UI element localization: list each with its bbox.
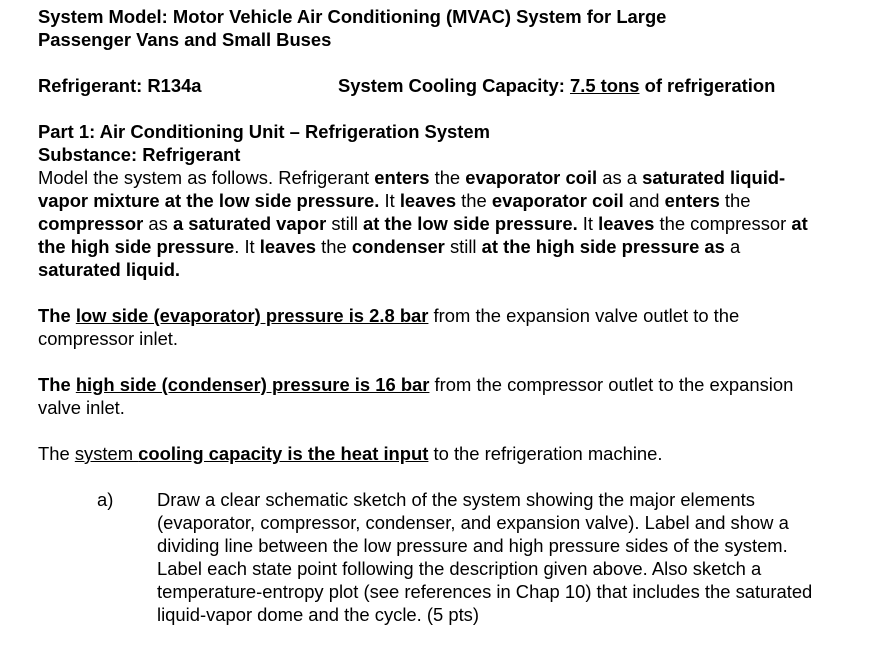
model-text-segment: at the high side pressure as [481,236,725,257]
model-text-segment: leaves [259,236,317,257]
low-side-lead: The [38,305,76,326]
model-text-segment: saturated liquid. [38,259,181,280]
model-text-segment: at the high side pressure [38,213,808,257]
model-description [38,166,828,281]
model-text-segment: a [724,236,741,257]
cooling-capacity-label [338,74,775,97]
high-side-emphasis: high side (condenser) pressure is 16 bar [75,374,430,395]
spacer [38,465,868,488]
low-side-pressure [38,304,828,350]
model-text-segment: evaporator coil [491,190,624,211]
item-a-text: Draw a clear schematic sketch of the system showing the major elements (evaporator, compressor, condenser, and expansion valve). Label and show a dividing line between the low pressure and high pressure sides of the system. Label each state point following the description given above. Also sketch a temperature-entropy plot (see references in Chap 10) that includes the saturated liquid-vapor dome and the cycle. (5 pts) [157,489,813,625]
model-text-segment: condenser [351,236,445,257]
model-text-segment: the [719,190,751,211]
high-side-lead: The [38,374,76,395]
model-text-segment: leaves [399,190,457,211]
document-page [38,5,868,626]
capacity-note-lead: The [38,443,75,464]
model-text-segment: . It [234,236,260,257]
model-text-segment: It [577,213,599,234]
model-text-segment: a saturated vapor [172,213,327,234]
capacity-note-underlined: system [74,443,139,464]
model-text-segment: the compressor [654,213,792,234]
model-text-segment: Model the system as follows. Refrigerant [38,167,375,188]
cooling-capacity-note [38,442,868,465]
model-text-segment: saturated liquid-vapor mixture at the low side pressure. [38,167,786,211]
spacer [38,350,868,373]
capacity-note-emphasis: cooling capacity is the heat input [138,443,429,464]
model-text-segment: as a [597,167,643,188]
model-text-segment: It [379,190,400,211]
spacer [38,97,868,120]
model-text-segment: enters [664,190,720,211]
part1-heading: Part 1: Air Conditioning Unit – Refrigeration System [38,121,490,142]
model-text-segment: compressor [38,213,144,234]
cooling-capacity-prefix: System Cooling Capacity: [338,75,570,96]
high-side-pressure [38,373,828,419]
spacer [38,419,868,442]
capacity-note-rest: to the refrigeration machine. [428,443,663,464]
high-side-rest: from the compressor outlet to the expansion valve inlet. [38,374,794,418]
item-marker: a) [97,489,114,510]
cooling-capacity-value: 7.5 tons [569,75,640,96]
model-text-segment: still [326,213,364,234]
model-text-segment: at the low side pressure. [363,213,578,234]
model-text-segment: the [456,190,492,211]
model-text-segment: the [316,236,352,257]
low-side-rest: from the expansion valve outlet to the compressor inlet. [38,305,740,349]
model-text-segment: evaporator coil [465,167,598,188]
refrigerant-capacity-row [38,74,868,97]
model-text-segment: enters [374,167,430,188]
model-text-segment: the [429,167,466,188]
substance-line: Substance: Refrigerant [38,144,241,165]
question-item-a [97,488,868,626]
spacer [38,51,868,74]
refrigerant-label: Refrigerant: R134a [38,75,202,96]
model-text-segment: still [444,236,482,257]
model-text-segment: and [623,190,665,211]
cooling-capacity-suffix: of refrigeration [639,75,776,96]
document-title: System Model: Motor Vehicle Air Conditioning (MVAC) System for Large Passenger Vans and Small Buses [38,6,667,50]
model-text-segment: as [143,213,173,234]
spacer [38,281,868,304]
model-text-segment: leaves [598,213,655,234]
low-side-emphasis: low side (evaporator) pressure is 2.8 bar [75,305,429,326]
